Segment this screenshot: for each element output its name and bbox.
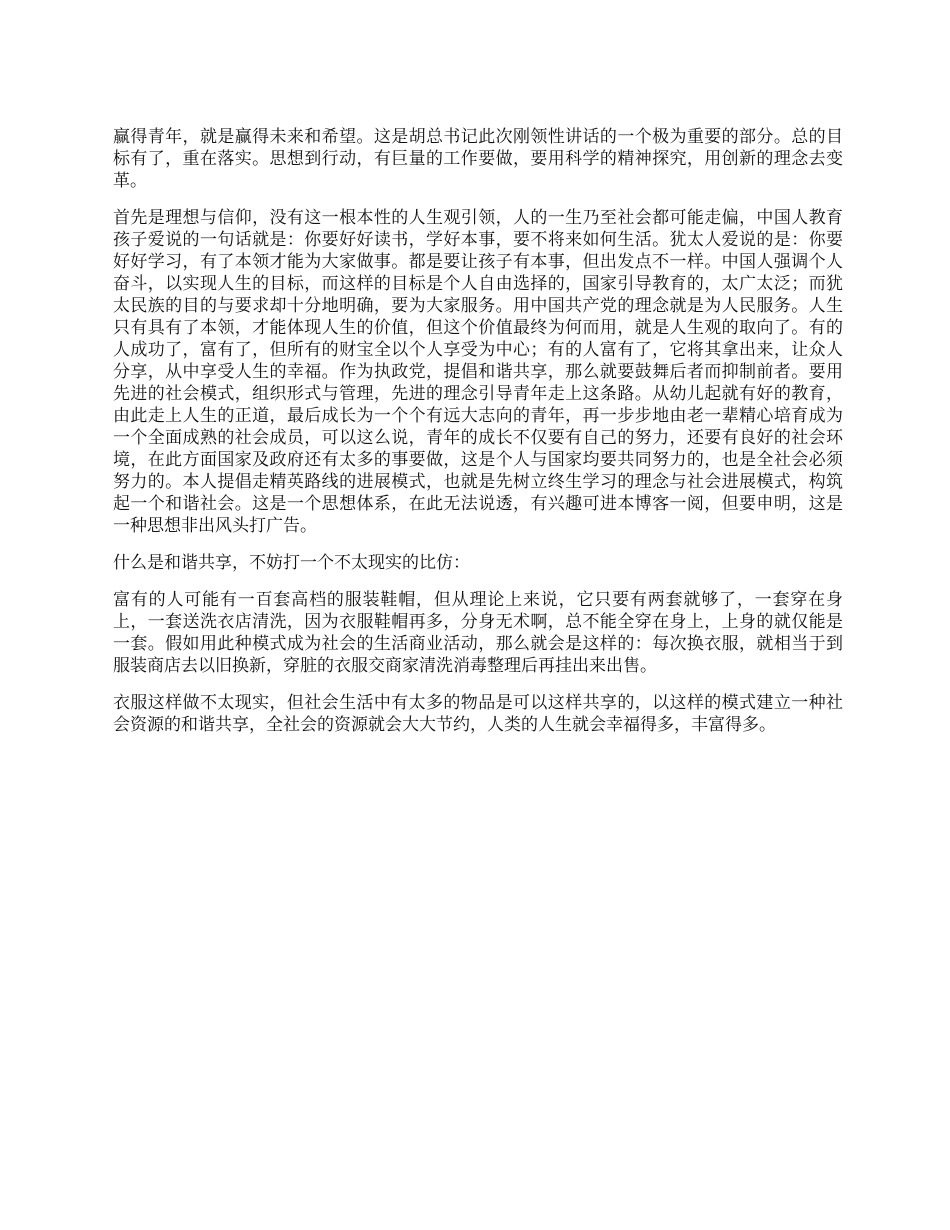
paragraph-intro: 赢得青年，就是赢得未来和希望。这是胡总书记此次刚领性讲话的一个极为重要的部分。总的目标有了，重在落实。思想到行动，有巨量的工作要做，要用科学的精神探究，用创新的理念去变革。 [113, 127, 843, 191]
paragraph-ideals: 首先是理想与信仰，没有这一根本性的人生观引领，人的一生乃至社会都可能走偏，中国人教育孩子爱说的一句话就是：你要好好读书，学好本事，要不将来如何生活。犹太人爱说的是：你要好好学习，有了本领才能为大家做事。都是要让孩子有本事，但出发点不一样。中国人强调个人奋斗，以实现人生的目标，而这样的目标是个人自由选择的，国家引导教育的，太广太泛；而犹太民族的目的与要求却十分地明确，要为大家服务。用中国共产党的理念就是为人民服务。人生只有具有了本领，才能体现人生的价值，但这个价值最终为何而用，就是人生观的取向了。有的人成功了，富有了，但所有的财宝全以个人享受为中心；有的人富有了，它将其拿出来，让众人分享，从中享受人生的幸福。作为执政党，提倡和谐共享，那么就要鼓舞后者而抑制前者。要用先进的社会模式，组织形式与管理，先进的理念引导青年走上这条路。从幼儿起就有好的教育，由此走上人生的正道，最后成长为一个个有远大志向的青年，再一步步地由老一辈精心培育成为一个全面成熟的社会成员，可以这么说，青年的成长不仅要有自己的努力，还要有良好的社会环境，在此方面国家及政府还有太多的事要做，这是个人与国家均要共同努力的，也是全社会必须努力的。本人提倡走精英路线的进展模式，也就是先树立终生学习的理念与社会进展模式，构筑起一个和谐社会。这是一个思想体系，在此无法说透，有兴趣可进本博客一阅，但要申明，这是一种思想非出风头打广告。 [113, 208, 843, 536]
paragraph-question: 什么是和谐共享，不妨打一个不太现实的比仿： [113, 553, 470, 573]
paragraph-conclusion: 衣服这样做不太现实，但社会生活中有太多的物品是可以这样共享的，以这样的模式建立一种社会资源的和谐共享，全社会的资源就会大大节约，人类的人生就会幸福得多，丰富得多。 [113, 693, 843, 735]
paragraph-clothing-example: 富有的人可能有一百套高档的服装鞋帽，但从理论上来说，它只要有两套就够了，一套穿在身上，一套送洗衣店清洗，因为衣服鞋帽再多，分身无术啊，总不能全穿在身上，上身的就仅能是一套。假如用此种模式成为社会的生活商业活动，那么就会是这样的：每次换衣服，就相当于到服装商店去以旧换新，穿脏的衣服交商家清洗消毒整理后再挂出来出售。 [113, 590, 843, 676]
document-body [113, 126, 843, 751]
